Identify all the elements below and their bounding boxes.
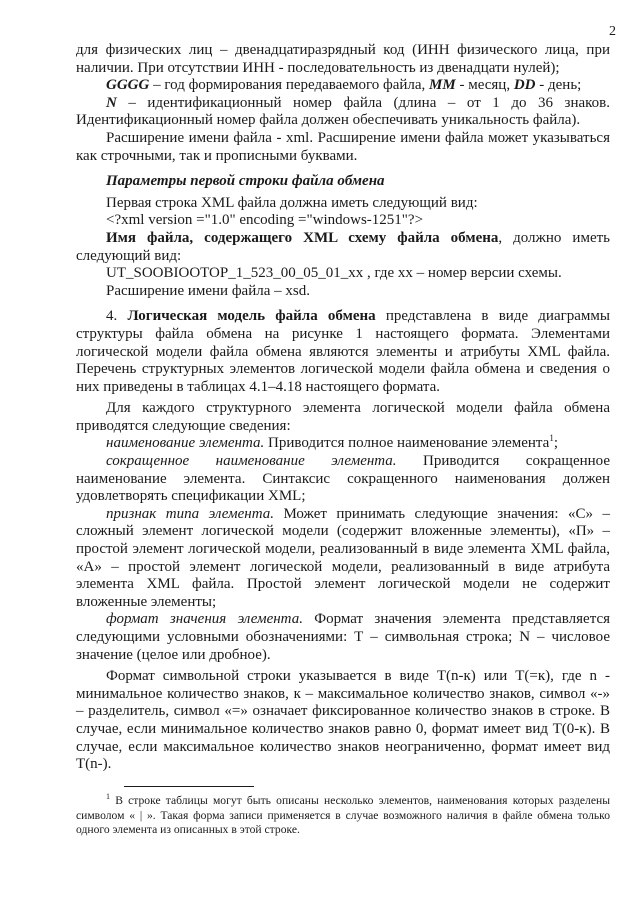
element-type-term: признак типа элемента. [106,505,274,522]
element-name-term: наименование элемента. [106,435,265,452]
paragraph-date-format [76,77,610,95]
heading-first-line-params: Параметры первой строки файла обмена [106,173,385,190]
element-name-tail: ; [553,435,558,452]
short-name-term: сокращенное наименование элемента. [106,453,397,470]
footnote [76,794,610,838]
short-name-text: Приводится сокращенное наименование элемента. Синтаксис сокращенного наименования должен удовлетворять спецификации XML; [76,453,610,505]
value-format-term: формат значения элемента. [106,611,303,628]
paragraph-schema-extension: Расширение имени файла – xsd. [106,282,310,299]
logical-model-prefix: 4. [106,308,128,325]
paragraph-file-id [76,95,610,130]
footnote-number: 1 [106,792,110,802]
element-name-text: Приводится полное наименование элемента [264,435,550,452]
schema-name-line: UT_SOOBIOOTOP_1_523_00_05_01_xx , где хх – номер версии схемы. [106,265,562,282]
paragraph-element-info-intro: Для каждого структурного элемента логической модели файла обмена приводятся следующие сведения: [76,400,610,434]
paragraph-file-extension: Расширение имени файла - xml. Расширение имени файла может указываться как строчными, так и прописными буквами. [76,129,610,164]
schema-file-name-term: Имя файла, содержащего XML схему файла обмена [106,229,499,246]
list-item-element-name [76,435,610,453]
body-text [76,42,610,774]
page-number: 2 [609,24,616,39]
paragraph-string-format: Формат символьной строки указывается в виде Т(n-к) или Т(=к), где n - минимальное количество знаков, к – максимальное количество знаков, символ «-» – разделитель, символ «=» означает фиксированное количество знаков в строке. В случае, если минимальное количество знаков равно 0, формат имеет вид Т(0-к). В случае, если максимальное количество знаков неограниченно, формат имеет вид Т(n-). [76,668,610,773]
element-type-text: Может принимать следующие значения: «С» – сложный элемент логической модели (содержит вложенные элементы), «П» – простой элемент логической модели, реализованный в виде элемента XML файла, «А» – простой элемент логической модели, реализованный в виде атрибута элемента XML файла. Простой элемент логической модели не содержит вложенные элементы; [76,505,610,610]
paragraph-first-line: Первая строка XML файла должна иметь следующий вид: [106,194,478,211]
list-item-short-name [76,453,610,506]
date-format-text-2: - месяц, [455,77,514,94]
term-dd: DD [513,77,536,94]
term-mm: ММ [429,77,456,94]
date-format-text-3: - день; [535,77,582,94]
term-n: N [106,94,117,111]
footnote-divider [124,786,254,787]
footnote-reference: 1 [549,433,554,444]
logical-model-term: Логическая модель файла обмена [127,308,376,325]
list-item-element-type [76,506,610,612]
date-format-text-1: – год формирования передаваемого файла, [149,77,430,94]
file-id-text: – идентификационный номер файла (длина – от 1 до 36 знаков. Идентификационный номер файла должен обеспечивать уникальность файла). [76,94,610,129]
footnote-text: В строке таблицы могут быть описаны несколько элементов, наименования которых разделены символом « | ». Такая форма записи применяется в случае возможного наличия в файле обмена только одного элемента из описанных в этой строке. [76,794,610,836]
value-format-text: Формат значения элемента представляется следующими условными обозначениями: Т – символьная строка; N – числовое значение (целое или дробное). [76,611,610,663]
paragraph-logical-model [76,308,610,396]
logical-model-text: представлена в виде диаграммы структуры файла обмена на рисунке 1 настоящего формата. Элементами логической модели файла обмена являются элементы и атрибуты XML файла. Перечень структурных элементов логической модели файла обмена и сведения о них приведены в таблицах 4.1–4.18 настоящего формата. [76,308,610,395]
paragraph-schema-file-name [76,230,610,265]
xml-declaration: <?xml version ="1.0" encoding ="windows-1251"?> [106,212,424,229]
list-item-value-format [76,611,610,664]
term-gggg: GGGG [106,77,150,94]
schema-file-name-text: , должно иметь следующий вид: [76,229,610,264]
paragraph-individuals-code: для физических лиц – двенадцатиразрядный код (ИНН физического лица, при наличии. При отсутствии ИНН - последовательность из двенадцати нулей); [76,42,610,76]
